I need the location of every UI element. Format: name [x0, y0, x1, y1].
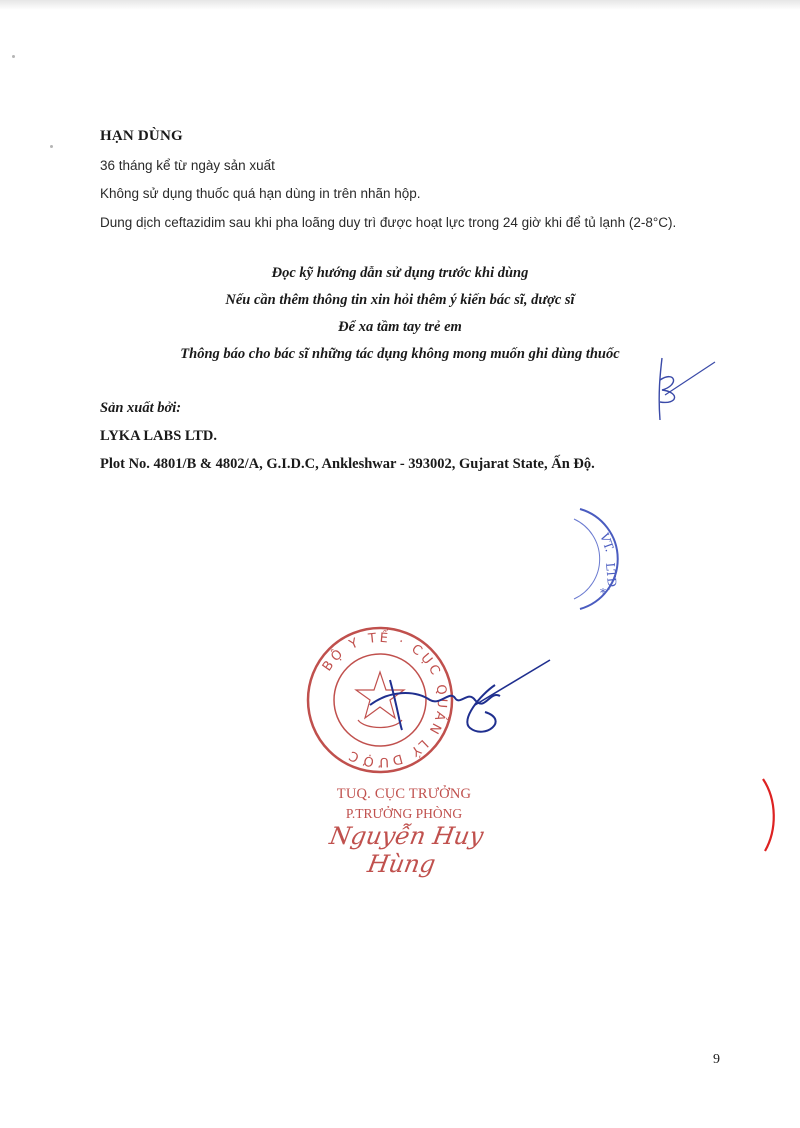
- signature-icon: [360, 650, 560, 750]
- storage-line: Dung dịch ceftazidim sau khi pha loãng duy trì được hoạt lực trong 24 giờ khi để tủ lạnh (2-8°C).: [100, 215, 677, 230]
- signatory-position: P.TRƯỞNG PHÒNG: [345, 806, 463, 821]
- svg-text:BỘ Y TẾ · CỤC QUẢN LÝ DƯỢC: BỘ Y TẾ · CỤC QUẢN LÝ DƯỢC: [319, 630, 450, 770]
- signatory-name: Nguyễn Huy Hùng: [327, 822, 486, 878]
- shelf-life-line: 36 tháng kể từ ngày sản xuất: [100, 158, 275, 173]
- warning-line: Nếu cần thêm thông tin xin hỏi thêm ý kiến bác sĩ, dược sĩ: [225, 292, 575, 308]
- manufacturer-label: Sản xuất bởi:: [100, 400, 182, 416]
- svg-text:LTD.: LTD.: [603, 562, 620, 592]
- signatory-title: TUQ. CỤC TRƯỞNG: [336, 786, 472, 802]
- scan-speck: [50, 145, 53, 148]
- section-title: HẠN DÙNG: [100, 128, 183, 144]
- svg-text:VT.: VT.: [597, 531, 617, 554]
- margin-mark-icon: [755, 775, 785, 855]
- scan-top-edge: [0, 0, 800, 10]
- page-number: 9: [713, 1052, 720, 1067]
- initials-signature-icon: [640, 350, 720, 430]
- manufacturer-address: Plot No. 4801/B & 4802/A, G.I.D.C, Ankleshwar - 393002, Gujarat State, Ấn Độ.: [100, 456, 595, 472]
- company-seal-icon: [570, 505, 630, 615]
- warning-line: Thông báo cho bác sĩ những tác dụng không mong muốn ghi dùng thuốc: [180, 346, 620, 362]
- svg-text:*: *: [600, 586, 606, 600]
- warning-line: Đọc kỹ hướng dẫn sử dụng trước khi dùng: [271, 265, 529, 281]
- expiry-warning-line: Không sử dụng thuốc quá hạn dùng in trên nhãn hộp.: [100, 186, 421, 201]
- scan-speck: [12, 55, 15, 58]
- manufacturer-name: LYKA LABS LTD.: [100, 428, 217, 444]
- warning-line: Để xa tầm tay trẻ em: [338, 319, 462, 335]
